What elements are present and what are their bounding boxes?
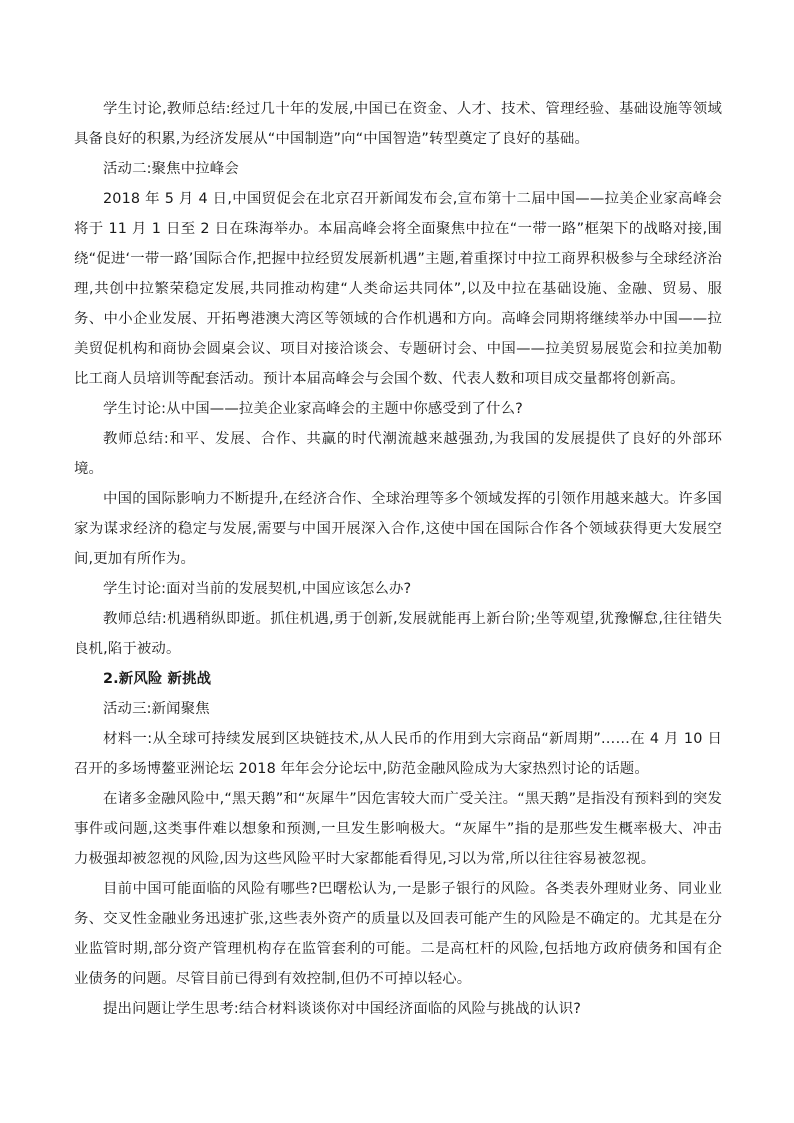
paragraph-summit-news: 2018 年 5 月 4 日,中国贸促会在北京召开新闻发布会,宣布第十二届中国——拉美企业家高峰会将于 11 月 1 日至 2 日在珠海举办。本届高峰会将全面聚焦中拉在“一带一路”框架下的战略对接,围绕“促进‘一带一路’国际合作,把握中拉经贸发展新机遇”主题,着重探讨中拉工商界积极参与全球经济治理,共创中拉繁荣稳定发展,共同推动构建“人类命运共同体”,以及中拉在基础设施、金融、贸易、服务、中小企业发展、开拓粤港澳大湾区等领域的合作机遇和方向。高峰会同期将继续举办中国——拉美贸促机构和商协会圆桌会议、项目对接洽谈会、专题研讨会、中国——拉美贸易展览会和拉美加勒比工商人员培训等配套活动。预计本届高峰会与会国个数、代表人数和项目成交量都将创新高。 xyxy=(74,191,722,387)
paragraph-china-risks: 目前中国可能面临的风险有哪些?巴曙松认为,一是影子银行的风险。各类表外理财业务、同业业务、交叉性金融业务迅速扩张,这些表外资产的质量以及回表可能产生的风险是不确定的。尤其是在分业监管时期,部分资产管理机构存在监管套利的可能。二是高杠杆的风险,包括地方政府债务和国有企业债务的问题。尽管目前已得到有效控制,但仍不可掉以轻心。 xyxy=(74,881,722,987)
paragraph-teacher-summary-3: 教师总结:机遇稍纵即逝。抓住机遇,勇于创新,发展就能再上新台阶;坐等观望,犹豫懈怠,往往错失良机,陷于被动。 xyxy=(74,611,722,657)
paragraph-activity-2-title: 活动二:聚焦中拉峰会 xyxy=(103,161,239,177)
paragraph-black-swan-grey-rhino: 在诸多金融风险中,“黑天鹅”和“灰犀牛”因危害较大而广受关注。“黑天鹅”是指没有预料到的突发事件或问题,这类事件难以想象和预测,一旦发生影响极大。“灰犀牛”指的是那些发生概率极大、冲击力极强却被忽视的风险,因为这些风险平时大家都能看得见,习以为常,所以往往容易被忽视。 xyxy=(74,791,722,867)
paragraph-discussion-question-2: 学生讨论:面对当前的发展契机,中国应该怎么办? xyxy=(103,581,412,597)
paragraph-summary-1: 学生讨论,教师总结:经过几十年的发展,中国已在资金、人才、技术、管理经验、基础设施等领域具备良好的积累,为经济发展从“中国制造”向“中国智造”转型奠定了良好的基础。 xyxy=(74,101,722,147)
paragraph-discussion-question-1: 学生讨论:从中国——拉美企业家高峰会的主题中你感受到了什么? xyxy=(103,401,523,417)
section-heading-new-risks: 2.新风险 新挑战 xyxy=(103,671,212,687)
paragraph-international-influence: 中国的国际影响力不断提升,在经济合作、全球治理等多个领域发挥的引领作用越来越大。许多国家为谋求经济的稳定与发展,需要与中国开展深入合作,这使中国在国际合作各个领域获得更大发展空间,更加有所作为。 xyxy=(74,491,722,567)
paragraph-activity-3-title: 活动三:新闻聚焦 xyxy=(103,701,210,717)
paragraph-material-1: 材料一:从全球可持续发展到区块链技术,从人民币的作用到大宗商品“新周期”……在 4 月 10 日召开的多场博鳌亚洲论坛 2018 年年会分论坛中,防范金融风险成为大家热烈讨论的话题。 xyxy=(74,731,722,777)
paragraph-student-question: 提出问题让学生思考:结合材料谈谈你对中国经济面临的风险与挑战的认识? xyxy=(103,1001,582,1017)
document-body xyxy=(74,94,722,1024)
paragraph-teacher-summary-2: 教师总结:和平、发展、合作、共赢的时代潮流越来越强劲,为我国的发展提供了良好的外部环境。 xyxy=(74,431,722,477)
